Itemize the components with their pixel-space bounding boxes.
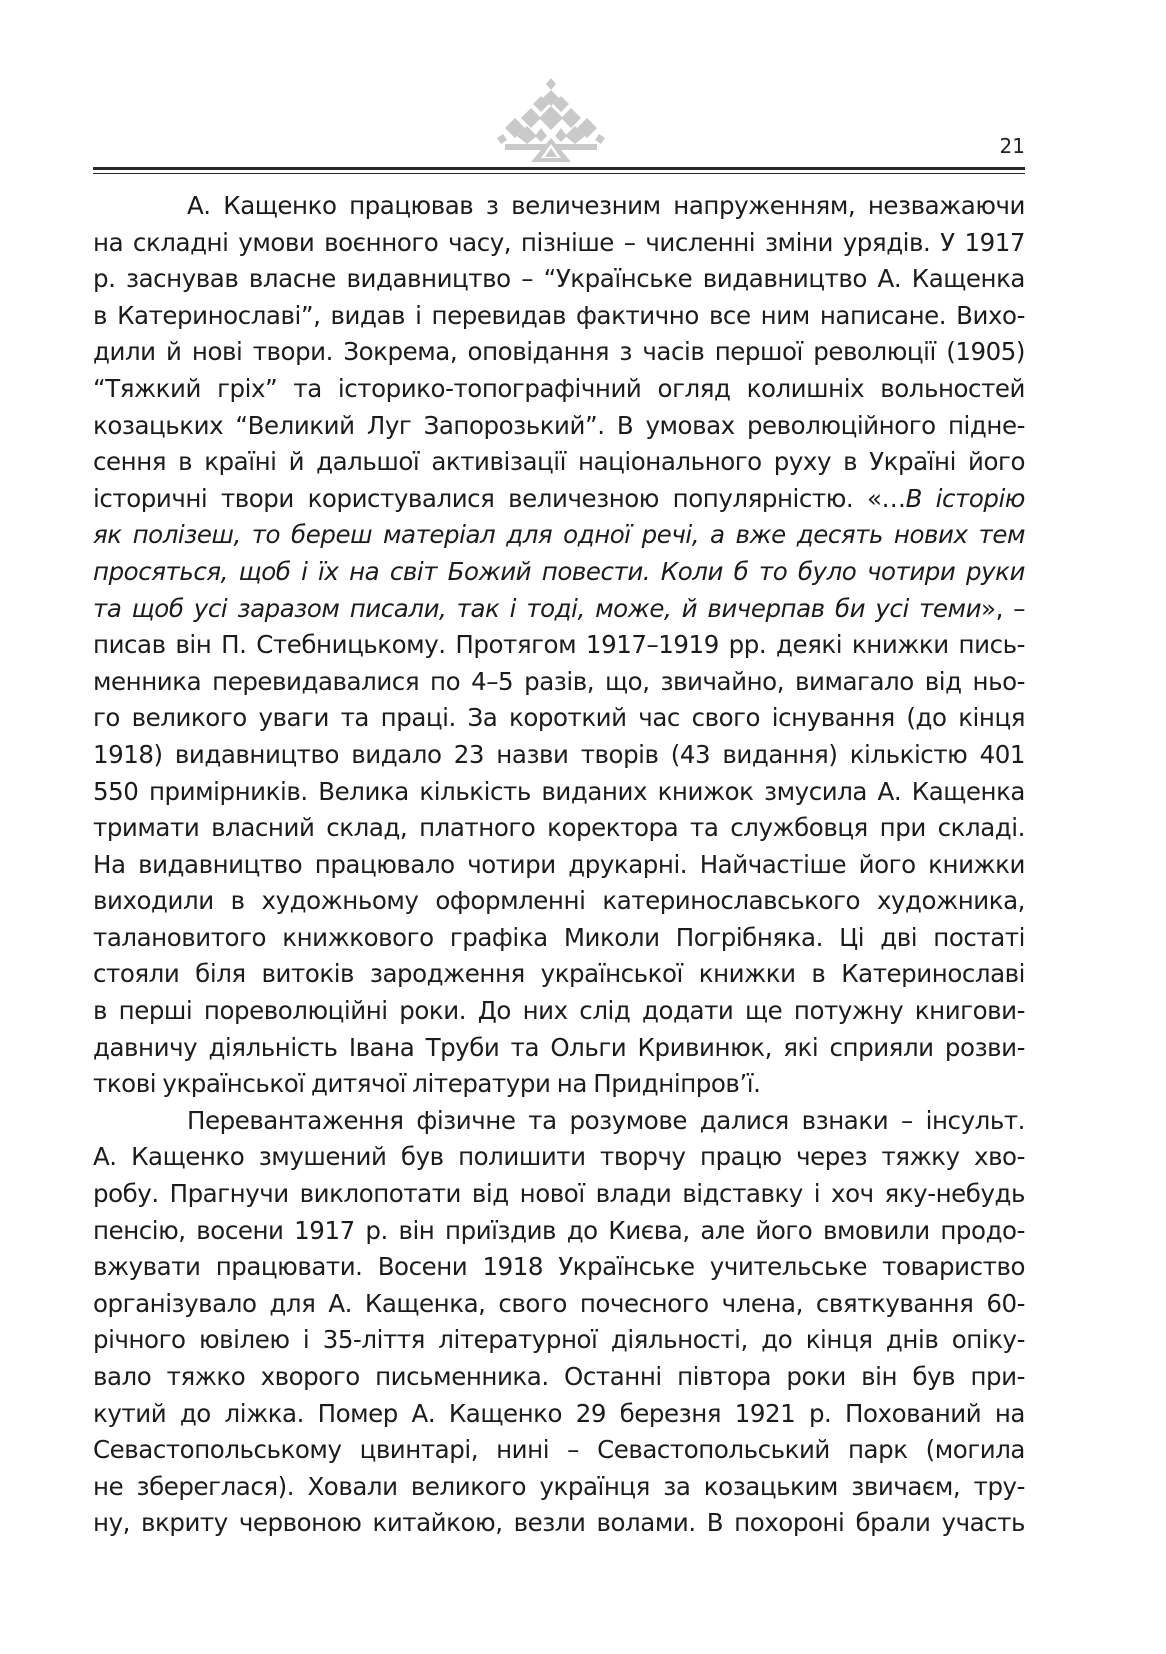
text-line: виходили в художньому оформленні катеринославського художника, xyxy=(93,886,1025,916)
folk-ornament-icon xyxy=(497,78,605,162)
text-line: ну, вкриту червоною китайкою, везли волами. В похороні брали участь xyxy=(93,1508,1025,1538)
text-line: Севастопольському цвинтарі, нині – Севастопольський парк (могила xyxy=(93,1435,1025,1465)
header-rule-thick xyxy=(93,167,1025,170)
text-line: стояли біля витоків зародження української книжки в Катеринославі xyxy=(93,959,1025,989)
quote-line: як полізеш, то береш матеріал для одної речі, а вже десять нових тем xyxy=(93,520,1025,550)
text-line: менника перевидавалися по 4–5 разів, що, звичайно, вимагало від ньо- xyxy=(93,666,1025,696)
text-line: на складні умови воєнного часу, пізніше – численні зміни урядів. У 1917 xyxy=(93,227,1025,257)
text-line: писав він П. Стебницькому. Протягом 1917–1919 рр. деякі книжки пись- xyxy=(93,630,1025,660)
text-line: в перші пореволюційні роки. До них слід додати ще потужну книгови- xyxy=(93,996,1025,1026)
text-line: річного ювілею і 35-ліття літературної діяльності, до кінця днів опіку- xyxy=(93,1325,1025,1355)
text-line: “Тяжкий гріх” та історико-топографічний огляд колишніх вольностей xyxy=(93,373,1025,403)
text-line: сення в країні й дальшої активізації національного руху в Україні його xyxy=(93,447,1025,477)
text-line: А. Кащенко змушений був полишити творчу працю через тяжку хво- xyxy=(93,1142,1025,1172)
text-line: давничу діяльність Івана Труби та Ольги Кривинюк, які сприяли розви- xyxy=(93,1032,1025,1062)
text-line: вжувати працювати. Восени 1918 Українське учительське товариство xyxy=(93,1252,1025,1282)
text-line: не збереглася). Ховали великого українця за козацьким звичаєм, тру- xyxy=(93,1471,1025,1501)
text-line: в Катеринославі”, видав і перевидав фактично все ним написане. Вихо- xyxy=(93,300,1025,330)
quote-italic: та щоб усі заразом писали, так і тоді, може, й вичерпав би усі теми xyxy=(93,593,982,623)
text-line xyxy=(93,481,1025,518)
text-line: ткові української дитячої літератури на Придніпров’ї. xyxy=(93,1069,761,1099)
text-line: р. заснував власне видавництво – “Українське видавництво А. Кащенка xyxy=(93,264,1025,294)
text-line: тримати власний склад, платного коректора та службовця при складі. xyxy=(93,813,1025,843)
text-line: організувало для А. Кащенка, свого почесного члена, святкування 60- xyxy=(93,1288,1025,1318)
text-line: робу. Прагнучи виклопотати від нової влади відставку і хоч яку-небудь xyxy=(93,1179,1025,1209)
text-line: дили й нові твори. Зокрема, оповідання з часів першої революції (1905) xyxy=(93,337,1025,367)
text-line: Перевантаження фізичне та розумове далися взнаки – інсульт. xyxy=(187,1105,1025,1135)
text-line xyxy=(93,591,1025,628)
quote-italic: В історію xyxy=(905,483,1025,513)
body-text xyxy=(93,188,1025,1542)
text-line: пенсію, восени 1917 р. він приїздив до Києва, але його вмовили продо- xyxy=(93,1215,1025,1245)
page-number: 21 xyxy=(999,134,1025,158)
text-line: талановитого книжкового графіка Миколи Погрібняка. Ці дві постаті xyxy=(93,922,1025,952)
text-line: козацьких “Великий Луг Запорозький”. В умовах революційного підне- xyxy=(93,410,1025,440)
text-line: вало тяжко хворого письменника. Останні півтора роки він був при- xyxy=(93,1362,1025,1391)
text-segment: », – xyxy=(981,593,1025,623)
text-line: На видавництво працювало чотири друкарні. Найчастіше його книжки xyxy=(93,849,1025,879)
text-line: 550 примірників. Велика кількість виданих книжок змусила А. Кащенка xyxy=(93,776,1025,806)
quote-line: просяться, щоб і їх на світ Божий повести. Коли б то було чотири руки xyxy=(93,556,1025,586)
text-line: А. Кащенко працював з величезним напруженням, незважаючи xyxy=(187,191,1025,220)
header-rule-thin xyxy=(93,173,1025,174)
text-segment: історичні твори користувалися величезною популярністю. «… xyxy=(93,483,906,513)
text-line: 1918) видавництво видало 23 назви творів (43 видання) кількістю 401 xyxy=(93,739,1025,769)
text-line: кутий до ліжка. Помер А. Кащенко 29 березня 1921 р. Похований на xyxy=(93,1398,1025,1428)
text-line: го великого уваги та праці. За короткий час свого існування (до кінця xyxy=(93,703,1025,733)
